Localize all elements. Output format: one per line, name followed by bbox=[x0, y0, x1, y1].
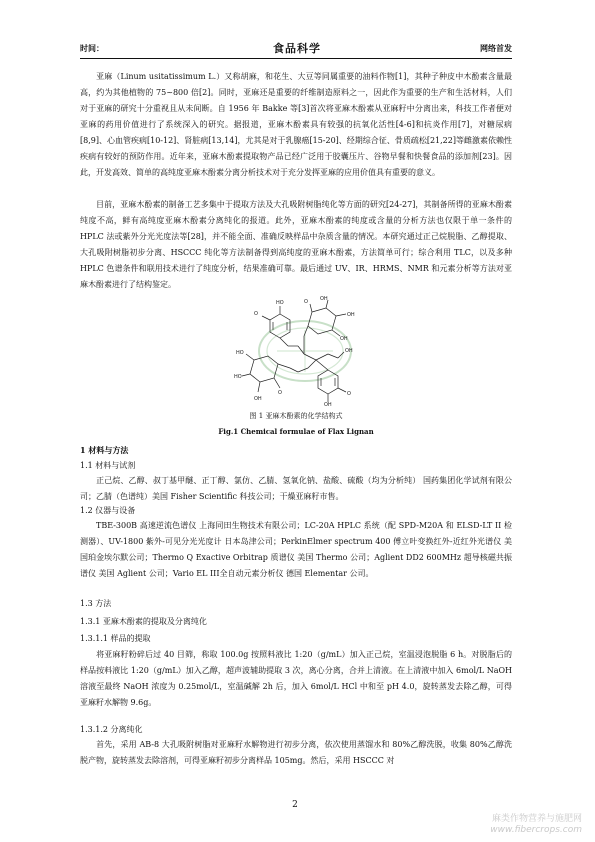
svg-text:OH: OH bbox=[254, 396, 262, 402]
figure-caption-en: Fig.1 Chemical formulae of Flax Lignan bbox=[218, 427, 374, 436]
site-watermark bbox=[432, 814, 582, 836]
site-watermark-cn: 麻类作物营养与施肥网 bbox=[491, 814, 582, 824]
svg-text:O: O bbox=[278, 390, 282, 396]
svg-text:OH: OH bbox=[347, 312, 355, 318]
svg-text:O: O bbox=[254, 311, 258, 317]
svg-text:HO: HO bbox=[276, 300, 284, 306]
svg-text:OH: OH bbox=[340, 336, 348, 342]
header-online-first: 网络首发 bbox=[480, 43, 512, 53]
section-heading-1-3-1-2: 1.3.1.2 分离纯化 bbox=[80, 725, 143, 734]
svg-text:OH: OH bbox=[324, 402, 332, 406]
intro-paragraph-1: 亚麻（Linum usitatissimum L.）又称胡麻，和花生、大豆等同属重要的油料作物[1]，其种子种皮中木酚素含量最高，约为其他植物的 75~800 倍[2]。同时，亚麻还是重要的纤维制造原料之一，因此作为重要的生产和生活材料，人们对于亚麻的研究十分重视且从未间断。自 1956 年 Bakke 等[3]首次将亚麻木酚素从亚麻籽中分离出来，科技工作者便对亚麻的药用价值进行了系统深入的研究。据报道，亚麻木酚素具有较强的抗氧化活性[4-6]和抗炎作用[7]，对糖尿病[8,9]、心血管疾病[10-12]、肾脏病[13,14]，尤其是对于乳腺癌[15-20]、经期综合征、骨质疏松[21,22]等雌激素依赖性疾病有较好的预防作用。近年来，亚麻木酚素提取物产品已经广泛用于胶囊压片、谷物早餐和快餐食品的添加剂[23]。因此，开发高效、简单的高纯度亚麻木酚素分离分析技术对于充分发挥亚麻的应用价值具有重要的意义。 bbox=[80, 72, 512, 177]
intro-paragraph-2: 目前，亚麻木酚素的制备工艺多集中于提取方法及大孔吸附树脂纯化等方面的研究[24-27]，其制备所得的亚麻木酚素纯度不高，鲜有高纯度亚麻木酚素分离纯化的报道。此外，亚麻木酚素的纯度或含量的分析方法也仅限于单一条件的 HPLC 法或紫外分光光度法等[28]，并不能全面、准确反映样品中杂质含量的情况。本研究通过正己烷脱脂、乙醇提取、大孔吸附树脂初步分离、HSCCC 纯化等方法制备得到高纯度的亚麻木酚素，方法简单可行；综合利用 TLC，以及多种 HPLC 色谱条件和联用技术进行了纯度分析，结果准确可靠。最后通过 UV、IR、HRMS、NMR 和元素分析等方法对亚麻木酚素进行了结构鉴定。 bbox=[80, 200, 512, 289]
section-heading-1-1: 1.1 材料与试剂 bbox=[80, 461, 136, 470]
header-rule bbox=[80, 58, 512, 59]
separation-paragraph: 首先，采用 AB-8 大孔吸附树脂对亚麻籽水解物进行初步分离，依次使用蒸馏水和 80%乙醇洗脱，收集 80%乙醇洗脱产物，旋转蒸发去除溶剂，可得亚麻籽初步分离样品 105mg。然后，采用 HSCCC 对 bbox=[80, 740, 512, 765]
svg-text:HO: HO bbox=[236, 350, 244, 356]
figure-caption-cn: 图 1 亚麻木酚素的化学结构式 bbox=[249, 412, 343, 420]
svg-text:OH: OH bbox=[320, 296, 328, 302]
extraction-paragraph: 将亚麻籽粉碎后过 40 目筛，称取 100.0g 按照料液比 1:20（g/mL）加入正己烷，室温浸泡脱脂 6 h。对脱脂后的样品按料液比 1:20（g/mL）加入乙醇，超声波辅助提取 3 次，离心分离，合并上清液。在上清液中加入 6mol/L NaOH 溶液至最终 NaOH 浓度为 0.25mol/L，室温碱解 2h 后，加入 6mol/L HCl 中和至 pH 4.0，旋转蒸发去除乙醇，可得亚麻籽水解物 9.6g。 bbox=[80, 650, 512, 707]
section-heading-1-3: 1.3 方法 bbox=[80, 599, 112, 608]
svg-text:O: O bbox=[304, 299, 308, 305]
svg-text:HO: HO bbox=[234, 374, 242, 380]
flax-lignan-structure-figure bbox=[232, 296, 376, 406]
section-heading-1: 1 材料与方法 bbox=[80, 445, 129, 455]
instruments-paragraph: TBE-300B 高速逆流色谱仪 上海同田生物技术有限公司；LC-20A HPLC 系统（配 SPD-M20A 和 ELSD-LT II 检测器）、UV-1800 紫外-可见分光光度计 日本岛津公司；PerkinElmer spectrum 400 傅立叶变换红外-近红外光谱仪 美国珀金埃尔默公司；Thermo Q Exactive Orbitrap 质谱仪 美国 Thermo 公司；Aglient DD2 600MHz 超导核磁共振谱仪 美国 Aglient 公司；Vario EL III全自动元素分析仪 德国 Elementar 公司。 bbox=[80, 521, 512, 578]
section-heading-1-2: 1.2 仪器与设备 bbox=[80, 506, 136, 515]
journal-title: 食品科学 bbox=[273, 42, 321, 55]
header-date-label: 时间： bbox=[80, 43, 104, 53]
page-number: 2 bbox=[292, 800, 298, 810]
svg-text:OH: OH bbox=[345, 348, 353, 354]
running-header bbox=[80, 41, 512, 57]
section-heading-1-3-1: 1.3.1 亚麻木酚素的提取及分离纯化 bbox=[80, 617, 207, 626]
svg-text:O: O bbox=[347, 391, 351, 397]
section-heading-1-3-1-1: 1.3.1.1 样品的提取 bbox=[80, 634, 151, 643]
reagents-paragraph: 正己烷、乙醇、叔丁基甲醚、正丁醇、氯仿、乙腈、氢氧化钠、盐酸、硫酸（均为分析纯） 国药集团化学试剂有限公司；乙腈（色谱纯）美国 Fisher Scientific 科技公司；干燥亚麻籽市售。 bbox=[80, 476, 512, 501]
site-watermark-url: www.fibercrops.com bbox=[490, 825, 582, 835]
